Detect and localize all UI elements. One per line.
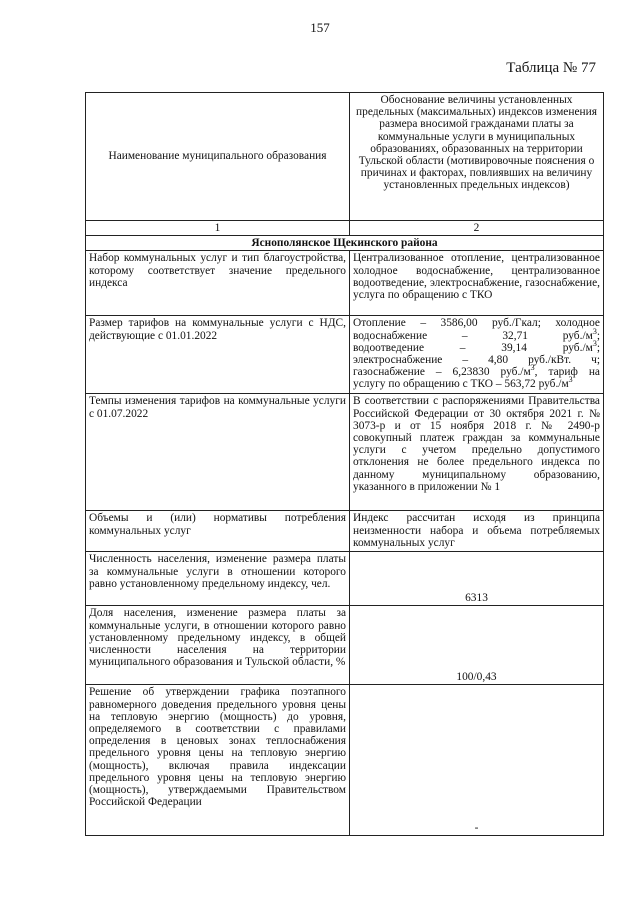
header-row	[86, 93, 604, 221]
section-row	[86, 236, 604, 251]
header-municipality: Наименование муниципального образования	[86, 93, 350, 221]
row-value: 6313	[350, 552, 604, 606]
row-value: Индекс рассчитан исходя из принципа неизменности набора и объема потребляемых коммунальных услуг	[350, 511, 604, 552]
row-label: Размер тарифов на коммунальные услуги с НДС, действующие с 01.01.2022	[86, 316, 350, 394]
column-numbers-row	[86, 221, 604, 236]
tariff-table	[85, 92, 604, 836]
row-value: В соответствии с распоряжениями Правительства Российской Федерации от 30 октября 2021 г. № 3073-р и от 15 ноября 2018 г. № 2490-р совокупный платеж граждан за коммунальные услуги с учетом предельно допустимого отклонения не более предельного индекса по данному муниципальному образованию, указанного в приложении № 1	[350, 394, 604, 511]
tariff-heating: Отопление – 3586,00 руб./Гкал; холодное	[353, 317, 600, 330]
header-justification: Обоснование величины установленных предельных (максимальных) индексов изменения размера вносимой гражданами платы за коммунальные услуги в муниципальных образованиях, образованных на территории Тульской области (мотивировочные пояснения о причинах и факторах, повлиявших на величину установленных предельных индексов)	[350, 93, 604, 221]
row-label: Доля населения, изменение размера платы за коммунальные услуги, в отношении которого равно установленному предельному индексу, в общей численности населения на территории муниципального образования и Тульской области, %	[86, 606, 350, 685]
tariff-gas: газоснабжение – 6,23830 $руб./м^3$, тариф на	[353, 363, 600, 379]
tariff-values	[350, 316, 604, 394]
table-row	[86, 606, 604, 685]
tariff-water-supply: водоснабжение – 32,71 $руб./м^3$;	[353, 326, 600, 342]
column-number-2: 2	[350, 221, 604, 236]
column-number-1: 1	[86, 221, 350, 236]
row-label: Численность населения, изменение размера платы за коммунальные услуги в отношении которого равно установленному предельному индексу, чел.	[86, 552, 350, 606]
table-label: Таблица № 77	[506, 60, 596, 76]
table-row	[86, 552, 604, 606]
section-title: Яснополянское Щекинского района	[86, 236, 604, 251]
table-row	[86, 685, 604, 836]
row-label: Набор коммунальных услуг и тип благоустройства, которому соответствует значение предельного индекса	[86, 251, 350, 316]
row-label: Решение об утверждении графика поэтапного равномерного доведения предельного уровня цены на тепловую энергию (мощность) до уровня, определяемого в соответствии с правилами определения в ценовых зонах теплоснабжения предельного уровня цены на тепловую энергию (мощность), включая правила индексации предельного уровня цены на тепловую энергию (мощность), утверждаемыми Правительством Российской Федерации	[86, 685, 350, 836]
row-label: Объемы и (или) нормативы потребления коммунальных услуг	[86, 511, 350, 552]
tariff-tko: услугу по обращению с ТКО – 563,72 $руб./м^3$	[353, 375, 573, 391]
table-row	[86, 316, 604, 394]
table-row	[86, 394, 604, 511]
table-row	[86, 251, 604, 316]
row-value: -	[350, 685, 604, 836]
tariff-water-disposal: водоотведение – 39,14 $руб./м^3$;	[353, 339, 600, 354]
table-row	[86, 511, 604, 552]
tariff-electricity: электроснабжение – 4,80 руб./кВт. ч;	[353, 354, 600, 367]
page-number: 157	[310, 20, 330, 35]
row-label: Темпы изменения тарифов на коммунальные услуги с 01.07.2022	[86, 394, 350, 511]
row-value: Централизованное отопление, централизованное холодное водоснабжение, централизованное водоотведение, электроснабжение, газоснабжение, услуга по обращению с ТКО	[350, 251, 604, 316]
row-value: 100/0,43	[350, 606, 604, 685]
